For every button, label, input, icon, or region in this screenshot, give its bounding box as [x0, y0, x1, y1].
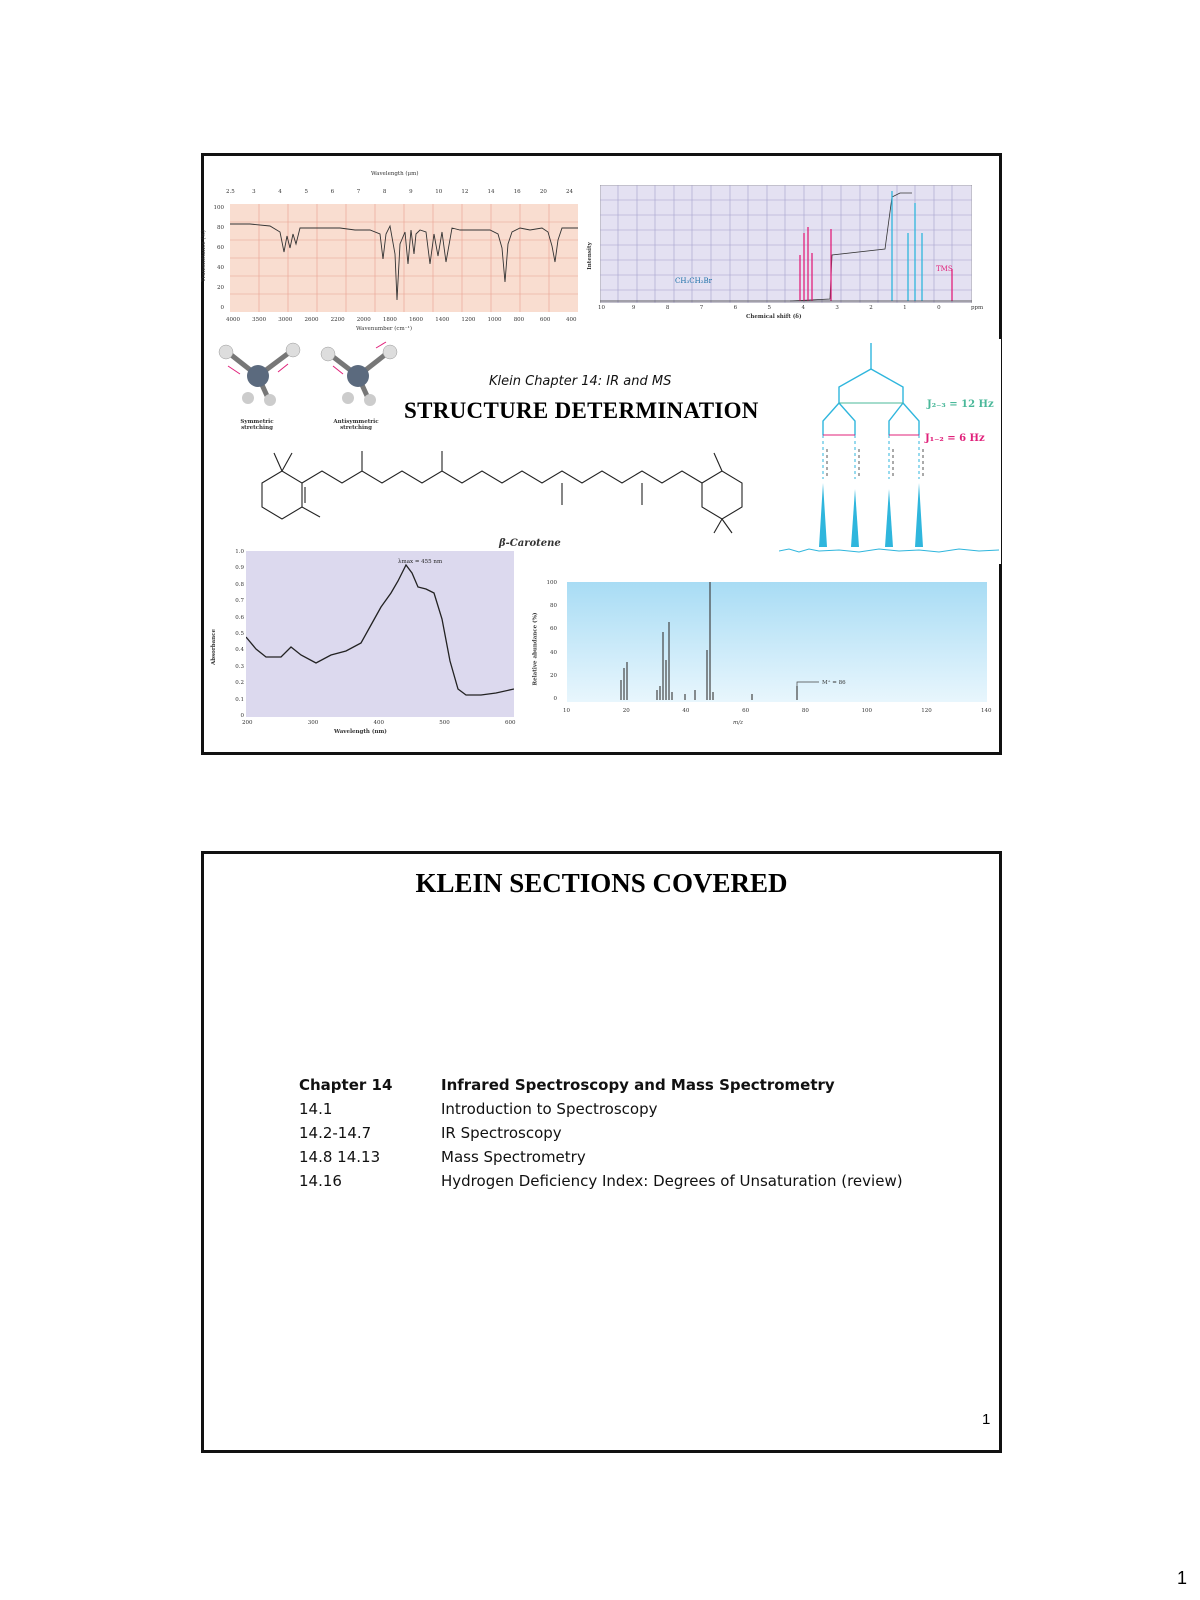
ir-bottom-ticks: [226, 317, 578, 325]
ms-y-tick: 0: [553, 696, 557, 702]
uv-y-tick: 0.7: [235, 598, 244, 605]
uv-vis-spectrum: [211, 549, 519, 749]
uv-y-ticks: [228, 549, 244, 721]
ir-bottom-tick: 1200: [461, 317, 476, 323]
ir-top-tick: 24: [566, 189, 573, 195]
beta-carotene-label: β-Carotene: [499, 538, 561, 549]
uv-plot: [246, 551, 514, 717]
stretching-molecules: [208, 338, 398, 408]
nmr-y-label: Intensity: [586, 242, 593, 270]
ir-y-tick: 40: [217, 265, 224, 271]
nmr-x-label: Chemical shift (δ): [746, 314, 802, 320]
uv-y-tick: 0.1: [235, 696, 244, 703]
ir-bottom-tick: 600: [539, 317, 551, 323]
symmetric-stretch-molecule: [219, 343, 300, 406]
ms-x-ticks: [563, 708, 993, 716]
ms-x-label: m/z: [733, 720, 743, 726]
slide-number: 1: [982, 1411, 991, 1428]
slide-subtitle: Klein Chapter 14: IR and MS: [489, 374, 672, 389]
ir-bottom-tick: 2600: [304, 317, 319, 323]
section-row: [299, 1073, 949, 1097]
uv-x-ticks: [242, 720, 517, 728]
ms-y-tick: 100: [546, 580, 557, 586]
section-topic: Infrared Spectroscopy and Mass Spectrometry: [441, 1076, 835, 1094]
nmr-plot: [600, 185, 972, 303]
ms-plot: [567, 582, 987, 702]
ir-top-tick: 2.5: [226, 189, 235, 195]
ir-top-tick: 12: [461, 189, 469, 195]
ms-x-tick: 40: [682, 708, 690, 714]
j12-label: J₁₋₂ = 6 Hz: [925, 433, 985, 444]
uv-y-tick: 0.2: [235, 680, 244, 687]
uv-y-tick: 1.0: [235, 549, 244, 555]
ms-y-ticks: [541, 580, 557, 704]
ir-bottom-tick: 1400: [435, 317, 450, 323]
symmetric-stretch-label: Symmetric stretching: [240, 419, 274, 431]
ir-y-tick: 20: [217, 285, 224, 291]
uv-y-tick: 0.8: [235, 581, 244, 588]
ms-x-tick: 10: [563, 708, 570, 714]
uv-y-tick: 0.5: [235, 631, 244, 637]
ir-y-tick: 0: [220, 305, 224, 311]
ir-top-tick: 10: [435, 189, 443, 195]
page-number: 1: [1177, 1568, 1188, 1588]
ms-y-label: Relative abundance (%): [532, 612, 539, 686]
ir-bottom-tick: 400: [566, 317, 577, 323]
section-number: 14.1: [299, 1100, 333, 1118]
uv-y-tick: 0.9: [235, 565, 244, 572]
uv-x-tick: 500: [439, 720, 450, 726]
nmr-x-ticks: [598, 305, 983, 313]
section-topic: Introduction to Spectroscopy: [441, 1100, 658, 1118]
slide-title: STRUCTURE DETERMINATION: [404, 398, 759, 423]
ir-bottom-tick: 2200: [330, 317, 345, 323]
nmr-compound-label: CH₃CH₂Br: [675, 277, 713, 285]
ir-top-tick: 6: [330, 189, 335, 195]
uv-x-tick: 300: [307, 720, 319, 726]
nmr-x-tick: 4: [801, 305, 805, 311]
ir-bottom-tick: 4000: [226, 317, 240, 323]
ir-top-tick: 20: [539, 189, 547, 195]
uv-lambda-max-label: λmax = 455 nm: [398, 559, 443, 565]
ir-top-tick: 9: [409, 189, 413, 195]
sections-slide: [201, 851, 1002, 1453]
ir-bottom-tick: 2000: [356, 317, 371, 323]
ir-top-tick: 3: [252, 189, 256, 195]
uv-x-label: Wavelength (nm): [334, 729, 387, 735]
ms-x-tick: 60: [742, 708, 750, 714]
nmr-spectrum: [588, 183, 986, 331]
sections-table: [299, 1073, 949, 1193]
nmr-x-tick: 3: [835, 305, 839, 311]
ir-top-tick: 4: [278, 189, 282, 195]
ir-x-label: Wavenumber (cm⁻¹): [356, 326, 412, 332]
uv-x-tick: 400: [373, 720, 384, 726]
section-row: [299, 1169, 949, 1193]
ir-top-axis-label: Wavelength (μm): [371, 171, 419, 177]
uv-y-tick: 0: [240, 713, 244, 719]
ir-bottom-tick: 1000: [487, 317, 502, 323]
uv-y-tick: 0.6: [235, 614, 244, 621]
ir-top-tick: 14: [487, 189, 495, 195]
uv-y-tick: 0.3: [235, 663, 244, 670]
title-slide: [201, 153, 1002, 755]
section-row: [299, 1145, 949, 1169]
ir-top-tick: 5: [304, 189, 308, 195]
ms-y-tick: 80: [550, 603, 557, 610]
ms-y-tick: 60: [550, 626, 557, 633]
nmr-x-tick: 8: [665, 305, 670, 311]
ms-y-tick: 20: [550, 672, 557, 679]
section-topic: Mass Spectrometry: [441, 1148, 586, 1166]
section-row: [299, 1121, 949, 1145]
nmr-x-tick: 1: [903, 305, 907, 311]
ir-top-tick: 16: [513, 189, 521, 195]
antisymmetric-stretch-label: Antisymmetric stretching: [333, 419, 379, 431]
nmr-x-tick: ppm: [971, 305, 984, 311]
ir-top-tick: 7: [356, 189, 361, 195]
ir-plot: [230, 204, 578, 312]
section-number: 14.8 14.13: [299, 1148, 381, 1166]
uv-x-tick: 600: [505, 720, 516, 726]
antisymmetric-stretch-molecule: [321, 342, 397, 406]
ir-bottom-tick: 1800: [382, 317, 397, 323]
section-topic: IR Spectroscopy: [441, 1124, 562, 1142]
ms-molecular-ion-label: M⁺ = 86: [822, 680, 846, 686]
ir-spectrum: [200, 171, 583, 332]
nmr-x-tick: 10: [598, 305, 605, 311]
ir-y-label: Transmittance (%): [200, 230, 207, 282]
ir-y-tick: 80: [217, 225, 224, 231]
ms-x-tick: 140: [981, 708, 992, 714]
ir-bottom-tick: 1600: [409, 317, 424, 323]
j23-label: J₂₋₃ = 12 Hz: [927, 399, 994, 410]
ir-y-ticks: [210, 205, 224, 313]
ms-x-tick: 20: [622, 708, 630, 714]
section-number: Chapter 14: [299, 1076, 393, 1094]
mass-spectrum: [527, 576, 997, 751]
ir-top-tick: 8: [382, 189, 387, 195]
uv-x-tick: 200: [242, 720, 253, 726]
ir-y-tick: 100: [213, 205, 224, 211]
ir-y-tick: 60: [217, 245, 224, 251]
ir-bottom-tick: 3500: [252, 317, 267, 323]
section-row: [299, 1097, 949, 1121]
splitting-tree: [779, 339, 1001, 564]
nmr-x-tick: 7: [699, 305, 704, 311]
nmr-tms-label: TMS: [936, 265, 953, 273]
beta-carotene-structure: [252, 443, 762, 535]
nmr-x-tick: 2: [869, 305, 873, 311]
nmr-x-tick: 0: [937, 305, 941, 311]
ms-x-tick: 80: [801, 708, 809, 714]
ir-top-ticks: [226, 189, 578, 197]
nmr-x-tick: 6: [733, 305, 738, 311]
section-number: 14.16: [299, 1172, 342, 1190]
nmr-x-tick: 9: [631, 305, 636, 311]
sections-title: KLEIN SECTIONS COVERED: [415, 868, 788, 898]
nmr-x-tick: 5: [767, 305, 772, 311]
uv-y-label: Absorbance: [211, 628, 218, 666]
ir-bottom-tick: 3000: [278, 317, 293, 323]
ir-bottom-tick: 800: [513, 317, 525, 323]
section-topic: Hydrogen Deficiency Index: Degrees of Unsaturation (review): [441, 1172, 903, 1190]
uv-y-tick: 0.4: [235, 647, 244, 654]
ms-x-tick: 100: [861, 708, 873, 714]
ms-x-tick: 120: [921, 708, 932, 714]
section-number: 14.2-14.7: [299, 1124, 372, 1142]
ms-y-tick: 40: [550, 649, 557, 656]
